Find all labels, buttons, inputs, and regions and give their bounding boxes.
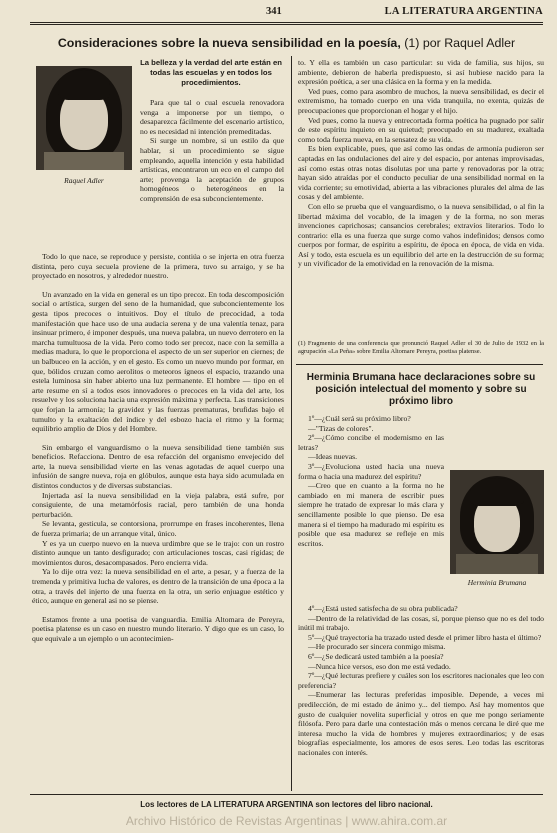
interview-column-wide: [298, 604, 544, 758]
paragraph: Se levanta, gesticula, se contorsiona, prorrumpe en frases incoherentes, llena de fuerza primaria; de un arranque vital, único.: [32, 519, 284, 539]
article-title-text: Consideraciones sobre la nueva sensibilidad en la poesía,: [57, 36, 401, 50]
footer-rule: [30, 794, 543, 795]
answer: —Creo que en cuanto a la forma no he cambiado en mi manera de escribir pues siempre he tratado de expresar lo más clara y sencillamente posible lo que pienso. De esa manera si el tiempo ha madurado mi espíritu es posible que esa madurez se refleje en mis escritos.: [298, 481, 444, 548]
paragraph: Sin embargo el vanguardismo o la nueva sensibilidad tiene también sus beneficios. Refacciona. Dentro de esa refacción del organismo envejecido del arte, la nueva sensibilidad vierte en las venas agotadas de aquel cuerpo una infusión de sangre nueva, roja en glóbulos, aunque esta haya sido acumulada en distintos conductos y de diversas substancias.: [32, 442, 284, 491]
paragraph: Estamos frente a una poetisa de vanguardia. Emilia Altomara de Pereyra, poetisa platense es un caso en nuestro mundo literario. Y digo que es un caso, lo que equivale a un ejemplo o un acontecimien-: [32, 614, 284, 643]
question: 7º—¿Qué lecturas prefiere y cuáles son los escritores nacionales que leo con preferencia?: [298, 671, 544, 690]
magazine-title: LA LITERATURA ARGENTINA: [384, 6, 543, 17]
answer: —He procurado ser sincera conmigo misma.: [308, 642, 446, 652]
header-rule: [30, 22, 543, 23]
question: 4º—¿Está usted satisfecha de su obra publicada?: [308, 604, 458, 613]
column-divider: [291, 56, 292, 791]
interviewee-photo: [450, 470, 544, 574]
footnote: (1) Fragmento de una conferencia que pronunció Raquel Adler el 30 de Julio de 1932 en la agrupación «La Peña» sobre Emilia Altomare Pereyra, poetisa platense.: [298, 340, 544, 355]
answer: —Nunca hice versos, eso don me está vedado.: [308, 661, 451, 671]
paragraph: Para que tal o cual escuela renovadora venga a imponerse por un tiempo, o desaparezca fácilmente del escenario artístico, no es necesidad ni intención premeditadas.: [140, 98, 284, 136]
paragraph: Es bien explicable, pues, que así como las ondas de armonía pudieron ser captadas en las ondulaciones del aire y del espacio, por antenas improvisadas, así como estas otras notas disolutas por una parte y renovadoras por la otra; hayan sido atraídas por el conducto peculiar de una sensibilidad normal en la vida corriente; su emotividad, abierta a las vibraciones plurales del alma de las cosas y del ambiente.: [298, 144, 544, 202]
paragraph: Con ello se prueba que el vanguardismo, o la nueva sensibilidad, o al fin la libertad máxima del vocablo, de la imagen y de la forma, no son meras invenciones caprichosas; cansancios cerebrales; extravíos literarios. Todo lo contrario: ella es una fuerza que surge como vahos indefinidos; densos como cuerpos por formar, de espíritu a espíritu, de época en época, de vida en vida. Así y todo, esta escuela es un equilibrio del arte en la destrucción de su forma; y un vivificador de la emotividad en la renovación de la misma.: [298, 201, 544, 269]
footnote-mark: (1): [404, 36, 420, 50]
article-title: [30, 36, 543, 50]
paragraph: to. Y ella es también un caso particular: su vida de familia, sus hijos, su ambiente, debieron de haberla predispuesto, si así hubiese nacido para la expresión poética, a ser una clásica en la forma y en la medida.: [298, 58, 544, 87]
interview-column-narrow: [298, 414, 444, 548]
question: 6º—¿Se dedicará usted también a la poesía?: [308, 651, 444, 661]
paragraph: Ved pues, como para asombro de muchos, la nueva sensibilidad, es decir el extremismo, ha tomado cuerpo en una vida tranquila, no exenta, quizás de preocupaciones que proporcionan el hogar y el hijo.: [298, 86, 544, 115]
answer: —Enumerar las lecturas preferidas imposible. Depende, a veces mi predilección, de mi estado de ánimo y... del tiempo. Así hay momentos que gusto de cualquier novelita superficial y otros en que me pongo seriamente filósofa. Pero para darle una contestación más o menos cercana le diré que me interesa mucho la vida de hombres y mujeres extraordinarios; y de esas biografías especialmente, los amores de esos seres. Leo todas las escritoras nacionales con interés.: [298, 690, 544, 757]
question: 2º—¿Cómo concibe el modernismo en las letras?: [298, 433, 444, 452]
author-photo: [36, 66, 132, 170]
column-left: [32, 252, 284, 644]
paragraph: Un avanzado en la vida en general es un tipo precoz. En toda descomposición social o artística, surgen del seno de la humanidad, que subconcientemente los gesta tipos precoces o intuitivos. Doy el título de precocidad, a toda manifestación que hace uso de una audacia serena y de una valentía tenaz, para insinuar primero, é imponer después, una nueva palabra, un nuevo derrotero en la marcha tumultuosa de la vida. Pero como todo ser precoz, nace con la semilla a medias madura, lo que le proporciona el aspecto de un ser superior en ciernes; de un balbuceo en la acción, y en el gesto. Es como un nuevo mundo por formar, en que, bólidos cruzan como aerolitos o meteoros ígneos el espacio, trazando una estela luminosa sin haber abierto una luz permanente. El hombre — tipo en el arte resume en sí a todos esos innovadores o precoces en la vida del arte, los resuelve y los soluciona hacia una expresión máxima y perfecta. Las transiciones que forjan la armonía; la gravidez y las fuerzas prematuras, brufidas bajo el tumulto y la exaltación del índice y del esbozo hacia el ritmo y la forma; equilibrio amplio de Dios y del Hombre.: [32, 289, 284, 434]
paragraph: Todo lo que nace, se reproduce y persiste, contiúa o se injerta en otra fuerza distinta, pero cuya secuela proviene de la primera, tuvo su arraigo, y se ha proyectado en nosotros, y alrededor nuestro.: [32, 252, 284, 281]
answer: —Dentro de la relatividad de las cosas, sí, porque pienso que no es del todo inútil mi trabajo.: [298, 613, 544, 633]
author-photo-caption: Raquel Adler: [64, 176, 104, 185]
answer: —"Tizas de colores".: [308, 423, 374, 433]
paragraph: Injertada así la nueva sensibilidad en la vieja palabra, está sufre, por consiguiente, de una metamórfosis racial, pero también de una honda perturbación.: [32, 490, 284, 519]
interviewee-photo-caption: Herminia Brumana: [467, 578, 527, 587]
paragraph: Ya lo dije otra vez: la nueva sensibilidad en el arte, a pesar, y a fuerza de la tremenda y primitiva lucha de valores, es dentro de la transición de una época a la otra, a través del injerto de una fuerza en la otra, un serio enjuague estético y ético, aunque en general asi no se piense.: [32, 567, 284, 606]
article-lead: La belleza y la verdad del arte están en todas las escuelas y en todos los procedimientos.: [140, 58, 282, 87]
page-number: 341: [266, 6, 282, 17]
answer: —Ideas nuevas.: [308, 452, 358, 462]
question: 3º—¿Evoluciona usted hacia una nueva forma o hacia una madurez del espíritu?: [298, 461, 444, 481]
question: 1º—¿Cuál será su próximo libro?: [308, 414, 411, 423]
section-rule: [296, 364, 543, 365]
article-byline: por Raquel Adler: [422, 36, 516, 50]
header-rule-2: [30, 24, 543, 25]
paragraph: Ved pues, como la nueva y entrecortada forma poética ha pugnado por salir de este espíritu inquieto en su quietud; preocupado en su madurez, exaltada como toda fuerza nueva, en la sensatez de su vida.: [298, 115, 544, 144]
running-header: [30, 6, 543, 20]
column-right: [298, 58, 544, 269]
paragraph: Y es ya un cuerpo nuevo en la nueva urdimbre que se le trajo: con un rostro distinto aunque un tanto desfigurado; con articulaciones toscas, casi rígidas; de movimientos duros, desacompasados. Pero encierra vida.: [32, 538, 284, 567]
interview-title: Herminia Brumana hace declaraciones sobre su posición intelectual del momento y sobre su próximo libro: [306, 372, 536, 407]
footer-note: Los lectores de LA LITERATURA ARGENTINA son lectores del libro nacional.: [140, 800, 433, 809]
paragraph: Si surge un nombre, si un estilo da que hablar, si un procedimiento se sigue empleando, aquella intención y esta habilidad artísticas, encontraron un eco en el campo del arte; provenga la aceptación de grupos homogéneos o heterogéneos en la comprensión de esa subconcientemente.: [140, 136, 284, 203]
archive-watermark: Archivo Histórico de Revistas Argentinas | www.ahira.com.ar: [125, 814, 448, 828]
column-beside-photo: [140, 98, 284, 204]
question: 5º—¿Qué trayectoria ha trazado usted desde el primer libro hasta el último?: [308, 632, 542, 642]
